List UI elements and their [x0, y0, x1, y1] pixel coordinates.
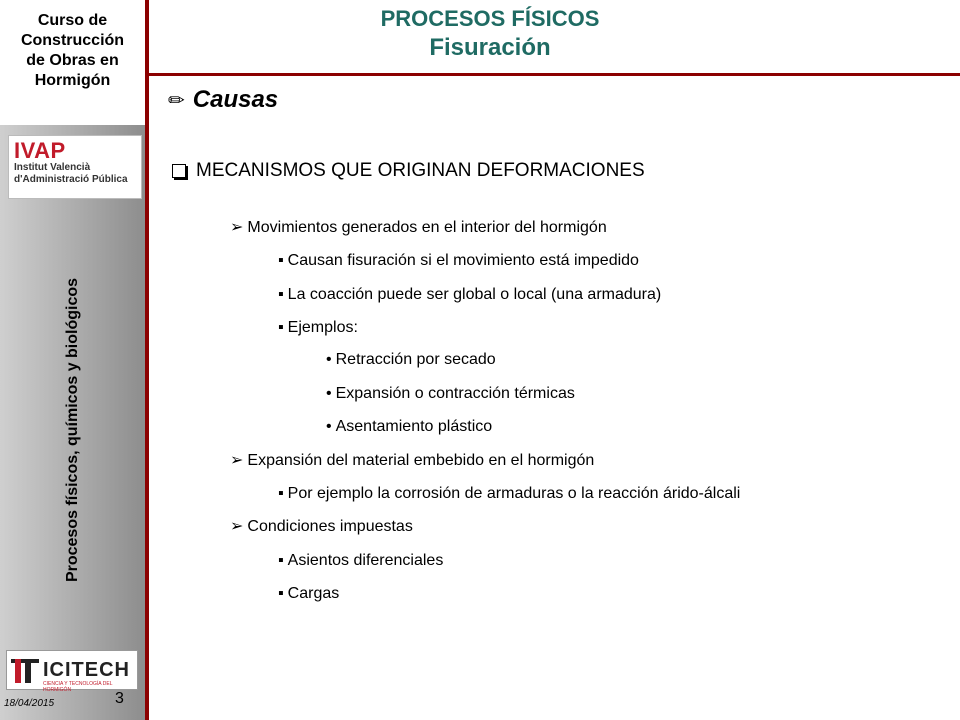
square-bullet-icon: ▪ [278, 585, 284, 602]
pencil-icon: ✏ [168, 89, 185, 112]
list-item [326, 417, 492, 437]
ivap-logo-line2: d'Administració Pública [14, 174, 128, 185]
course-title-line: Hormigón [34, 72, 111, 89]
icitech-logo [6, 650, 138, 693]
vertical-section-title: Procesos físicos, químicos y biológicos [64, 277, 81, 583]
list-item [326, 350, 496, 370]
checkbox-bullet-icon [172, 164, 186, 178]
ivap-logo-line1: Institut Valencià [14, 162, 91, 173]
course-title-line: Construcción [20, 32, 125, 49]
arrow-bullet-icon: ➢ [230, 219, 244, 236]
list-item-text: Ejemplos: [287, 319, 358, 336]
arrow-bullet-icon: ➢ [230, 518, 244, 535]
slide-title: PROCESOS FÍSICOS [380, 6, 600, 31]
slide-number: 3 [115, 690, 124, 707]
course-title-line: Curso de [37, 12, 108, 29]
list-item [278, 551, 443, 571]
vertical-divider [145, 0, 149, 720]
dot-bullet-icon: • [326, 385, 332, 402]
square-bullet-icon: ▪ [278, 552, 284, 569]
causas-heading-text: Causas [192, 86, 279, 113]
square-bullet-icon: ▪ [278, 319, 284, 336]
arrow-bullet-icon: ➢ [230, 452, 244, 469]
list-item [278, 484, 740, 504]
section-heading-text: MECANISMOS QUE ORIGINAN DEFORMACIONES [196, 160, 645, 181]
list-item-text: Expansión o contracción térmicas [335, 385, 575, 402]
list-item-text: Expansión del material embebido en el hormigón [247, 452, 595, 469]
course-title [0, 0, 145, 102]
list-item-text: Causan fisuración si el movimiento está impedido [287, 252, 639, 269]
icitech-logo-title: ICITECH [43, 658, 130, 681]
list-item [230, 517, 413, 537]
list-item [278, 251, 639, 271]
causas-heading [168, 86, 278, 114]
square-bullet-icon: ▪ [278, 286, 284, 303]
header-divider [145, 73, 960, 76]
list-item-text: La coacción puede ser global o local (una armadura) [287, 286, 662, 303]
list-item-text: Retracción por secado [335, 351, 496, 368]
square-bullet-icon: ▪ [278, 252, 284, 269]
dot-bullet-icon: • [326, 351, 332, 368]
list-item-text: Asentamiento plástico [335, 418, 493, 435]
slide-date: 18/04/2015 [4, 698, 55, 709]
sidebar [0, 0, 145, 720]
section-heading [172, 160, 645, 182]
dot-bullet-icon: • [326, 418, 332, 435]
list-item-text: Condiciones impuestas [247, 518, 413, 535]
list-item [326, 384, 575, 404]
course-title-line: de Obras en [26, 52, 119, 69]
square-bullet-icon: ▪ [278, 485, 284, 502]
icitech-logo-subtitle: CIENCIA Y TECNOLOGÍA DEL HORMIGÓN [43, 681, 113, 693]
icitech-mark-icon [11, 655, 41, 685]
list-item [278, 584, 339, 604]
slide-subtitle: Fisuración [429, 34, 551, 61]
list-item-text: Cargas [287, 585, 340, 602]
ivap-logo [8, 135, 142, 199]
list-item-text: Asientos diferenciales [287, 552, 444, 569]
list-item-text: Por ejemplo la corrosión de armaduras o la reacción árido-álcali [287, 485, 741, 502]
list-item [278, 318, 358, 338]
list-item [278, 285, 661, 305]
list-item [230, 451, 594, 471]
ivap-logo-title: IVAP [14, 138, 66, 163]
list-item-text: Movimientos generados en el interior del hormigón [247, 219, 607, 236]
list-item [230, 218, 607, 238]
